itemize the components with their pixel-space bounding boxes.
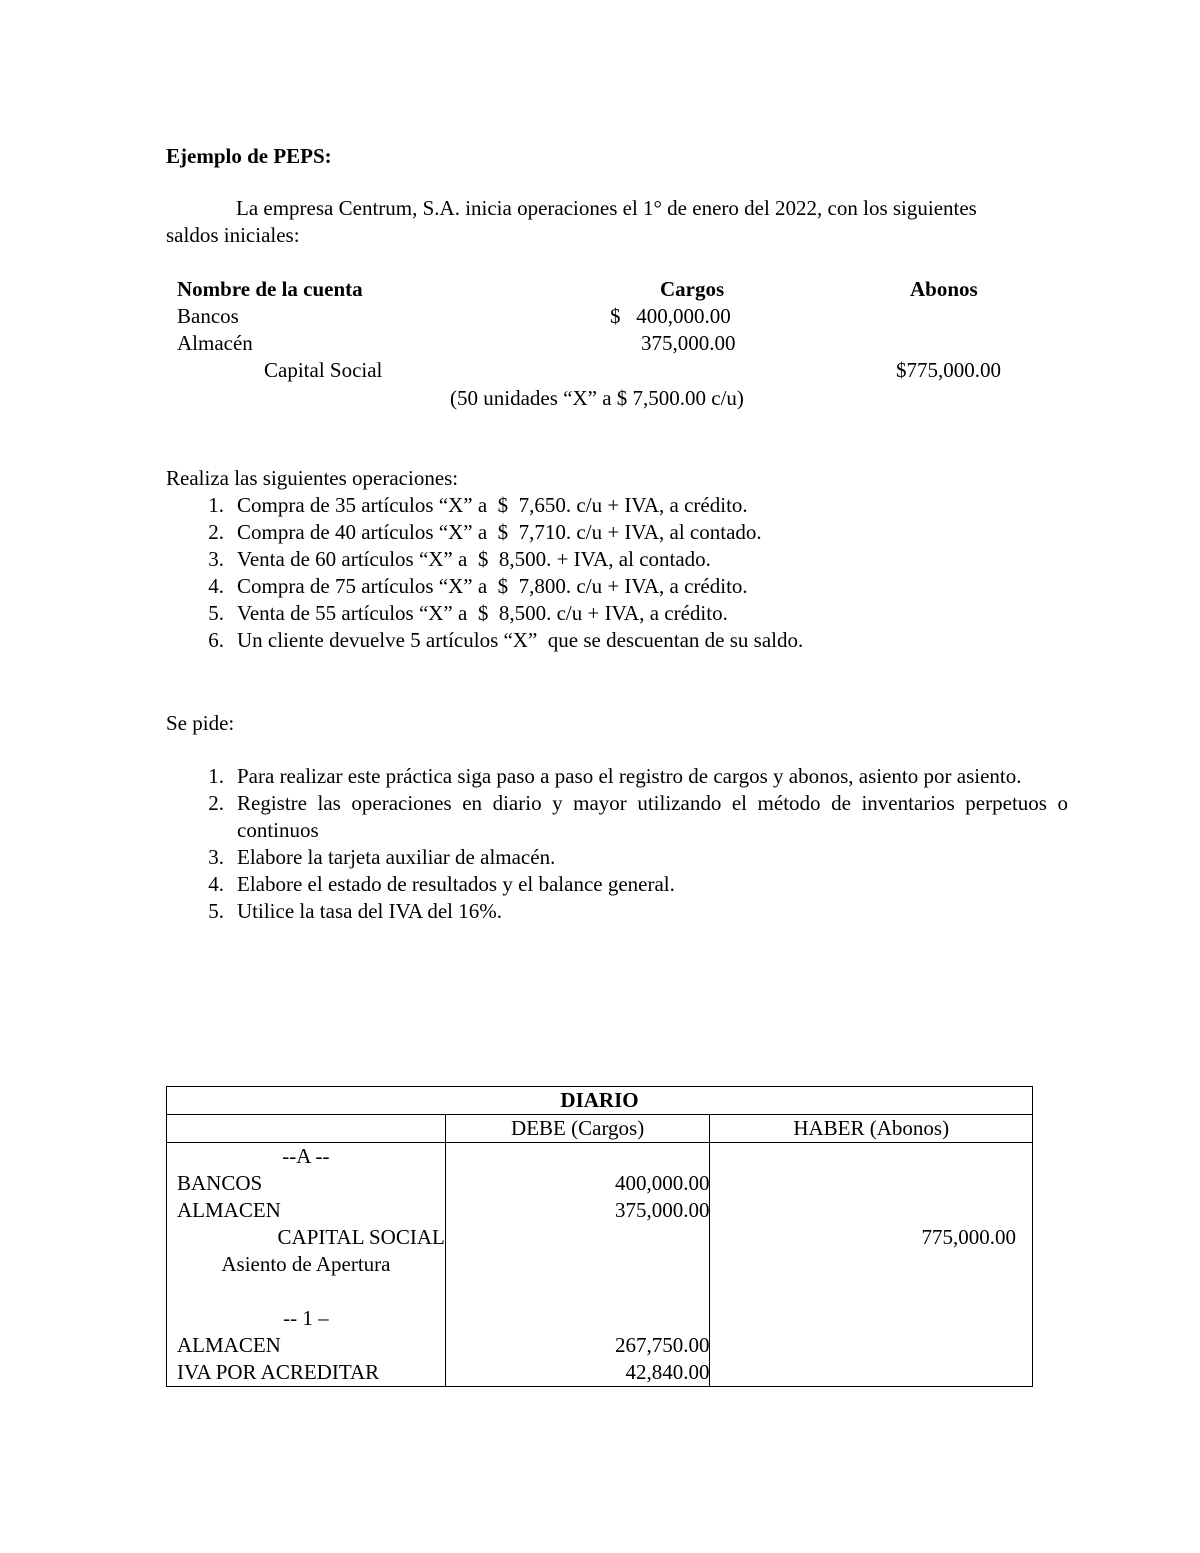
account-capital-social: CAPITAL SOCIAL [277,1225,445,1249]
debe-iva: 42,840.00 [625,1360,710,1384]
debe-almacen-2: 267,750.00 [614,1333,710,1357]
table-row [167,1087,1033,1115]
requirements-heading: Se pide: [166,711,235,735]
row-capital-abono: $775,000.00 [896,358,1001,382]
list-item: 2. Compra de 40 artículos “X” a $ 7,710. c/u + IVA, al contado. [208,520,762,544]
list-item: 5. Utilice la tasa del IVA del 16%. [208,899,502,923]
list-item: 3. Elabore la tarjeta auxiliar de almacén. [208,845,556,869]
header-account-cell [167,1115,446,1143]
requirements-list [166,763,1068,925]
header-abonos: Abonos [910,277,978,301]
diario-title: DIARIO [167,1087,1033,1115]
operations-list [166,492,1068,654]
header-cargos: Cargos [660,277,725,301]
table-row [167,1143,1033,1387]
header-debe: DEBE (Cargos) [445,1115,710,1143]
list-item: 2. Registre las operaciones en diario y mayor utilizando el método de inventarios perpetuos o continuos [208,791,1068,842]
account-almacen: ALMACEN [177,1198,281,1222]
accounts-cell [167,1143,446,1387]
diario-table [166,1086,1033,1387]
page-title: Ejemplo de PEPS: [166,144,332,168]
list-item: 3. Venta de 60 artículos “X” a $ 8,500. + IVA, al contado. [208,547,711,571]
header-haber: HABER (Abonos) [710,1115,1033,1143]
entry-marker-a: --A -- [282,1144,330,1168]
list-item: 6. Un cliente devuelve 5 artículos “X” que se descuentan de su saldo. [208,628,804,652]
list-item: 1. Compra de 35 artículos “X” a $ 7,650. c/u + IVA, a crédito. [208,493,748,517]
list-item: 1. Para realizar este práctica siga paso a paso el registro de cargos y abonos, asiento por asiento. [208,764,1022,788]
row-bancos-account: Bancos [177,304,239,328]
debe-cell [445,1143,710,1387]
row-almacen-cargo: 375,000.00 [641,331,736,355]
haber-capital: 775,000.00 [921,1225,1016,1249]
list-item: 4. Compra de 75 artículos “X” a $ 7,800. c/u + IVA, a crédito. [208,574,748,598]
list-item: 4. Elabore el estado de resultados y el balance general. [208,872,675,896]
entry-marker-1: -- 1 – [283,1306,329,1330]
row-almacen-account: Almacén [177,331,253,355]
intro-line-2: saldos iniciales: [166,223,300,247]
header-account: Nombre de la cuenta [177,277,363,301]
account-bancos: BANCOS [177,1171,263,1195]
operations-heading: Realiza las siguientes operaciones: [166,466,459,490]
debe-almacen: 375,000.00 [614,1198,710,1222]
list-item: 5. Venta de 55 artículos “X” a $ 8,500. c/u + IVA, a crédito. [208,601,728,625]
account-almacen-2: ALMACEN [177,1333,281,1357]
opening-note: (50 unidades “X” a $ 7,500.00 c/u) [450,386,744,410]
row-bancos-cargo: $ 400,000.00 [610,304,731,328]
intro-line-1: La empresa Centrum, S.A. inicia operaciones el 1° de enero del 2022, con los siguientes [236,196,977,220]
table-row [167,1115,1033,1143]
entry-description: Asiento de Apertura [221,1252,391,1276]
debe-bancos: 400,000.00 [614,1171,710,1195]
blank-line [167,1278,445,1305]
row-capital-account: Capital Social [264,358,383,382]
account-iva: IVA POR ACREDITAR [177,1360,380,1384]
haber-cell [710,1143,1033,1387]
